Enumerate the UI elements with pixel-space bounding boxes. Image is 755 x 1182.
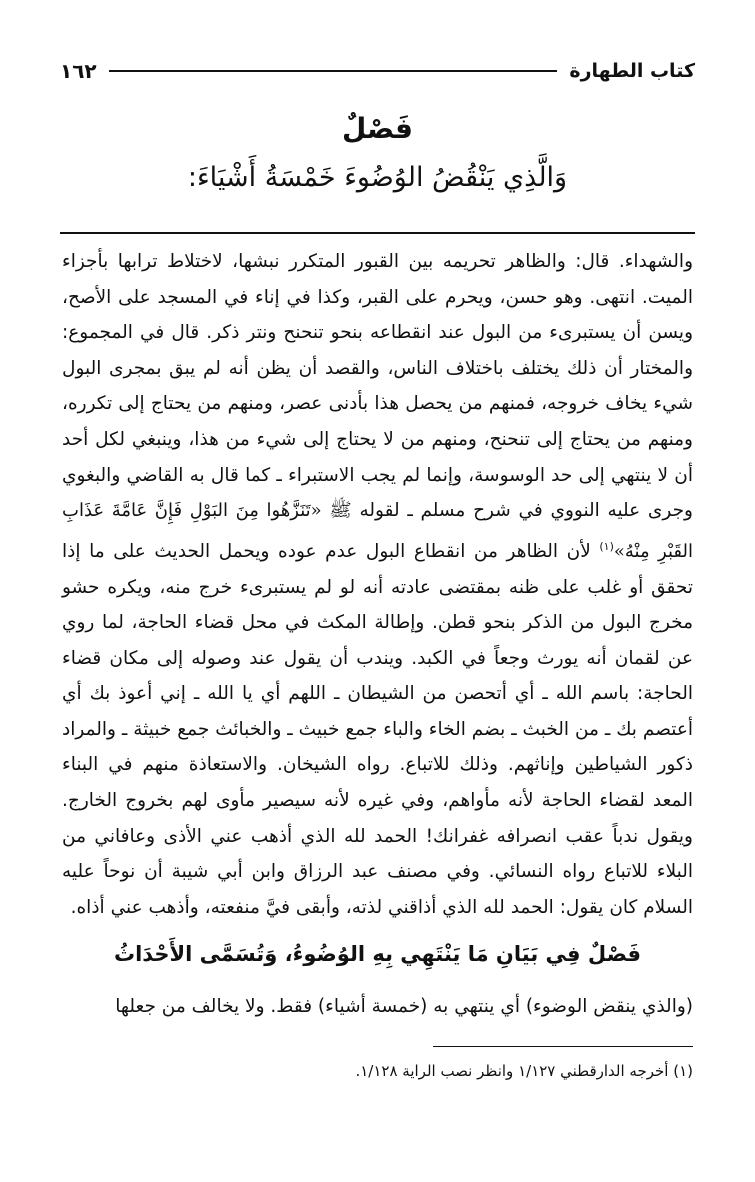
footnote: (١) أخرجه الدارقطني ١/١٢٧ وانظر نصب الراية ١/١٢٨. [355, 1062, 693, 1080]
matn-text: وَالَّذِي يَنْقُضُ الوُضُوءَ خَمْسَةُ أَشْيَاءَ: [187, 162, 568, 193]
subsection-text: (والذي ينقض الوضوء) أي ينتهي به (خمسة أشياء) فقط. ولا يخالف من جعلها [115, 996, 693, 1017]
section-heading: فَصْلٌ [342, 112, 413, 145]
commentary-paragraph [62, 244, 693, 925]
hadith-quote: «تَنَزَّهُوا مِنَ البَوْلِ فَإِنَّ عَامَّةَ عَذَابِ القَبْرِ مِنْهُ» [62, 500, 693, 562]
book-title: كتاب الطهارة [569, 60, 695, 82]
page-number: ١٦٢ [60, 59, 97, 83]
footnote-divider [433, 1046, 693, 1047]
running-header [60, 58, 695, 84]
text-divider [60, 232, 695, 234]
commentary-body [62, 244, 693, 925]
header-rule [109, 70, 558, 72]
footnote-marker[interactable]: (١) [599, 539, 614, 553]
subsection-heading: فَصْلٌ فِي بَيَانِ مَا يَنْتَهِي بِهِ الوُضُوءُ، وَتُسَمَّى الأَحْدَاثُ [113, 942, 642, 966]
commentary-text-before-hadith: والشهداء. قال: والظاهر تحريمه بين القبور المتكرر نبشها، لاختلاط ترابها بأجزاء الميت. انتهى. وهو حسن، ويحرم على القبر، وكذا في إناء في المسجد على الأصح، ويسن أن يستبرىء من البول عند انقطاعه بنحو تنحنح ونتر ذكر. قال في المجموع: والمختار أن ذلك يختلف باختلاف الناس، والقصد أن يظن أنه لم يبق بمجرى البول شيء يخاف خروجه، فمنهم من يحصل هذا بأدنى عصر، ومنهم من يحتاج إلى تكرره، ومنهم من يحتاج إلى تنحنح، ومنهم من لا يحتاج إلى شيء من هذا، وينبغي لكل أحد أن لا ينتهي إلى حد الوسوسة، وإنما لم يجب الاستبراء ـ كما قال به القاضي والبغوي وجرى عليه النووي في شرح مسلم ـ لقوله ﷺ [62, 251, 693, 522]
commentary-text-after-hadith: لأن الظاهر من انقطاع البول عدم عوده ويحمل الحديث على ما إذا تحقق أو غلب على ظنه بمقتضى عادته أنه لو لم يستبرىء خرج منه، ويكره حشو مخرج البول من الذكر بنحو قطن. وإطالة المكث في محل قضاء الحاجة، لما روي عن لقمان أنه يورث وجعاً في الكبد. ويندب أن يقول عند وصوله إلى مكان قضاء الحاجة: باسم الله ـ أي أتحصن من الشيطان ـ اللهم أي يا الله ـ إني أعوذ بك أي أعتصم بك ـ من الخبث ـ بضم الخاء والباء جمع خبيث ـ والخبائث جمع خبيثة ـ والمراد ذكور الشياطين وإناثهم. وذلك للاتباع. رواه الشيخان. والاستعاذة منهم في البناء المعد لقضاء الحاجة لأنه مأواهم، وفي غيره لأنه سيصير مأوى لهم بخروج الخارج. ويقول ندباً عقب انصرافه غفرانك! الحمد لله الذي أذهب عني الأذى وعافاني من البلاء للاتباع رواه النسائي. وفي مصنف عبد الرزاق وابن أبي شيبة أن نوحاً عليه السلام كان يقول: الحمد لله الذي أذاقني لذته، وأبقى فيَّ منفعته، وأذهب عني أذاه. [62, 540, 693, 918]
